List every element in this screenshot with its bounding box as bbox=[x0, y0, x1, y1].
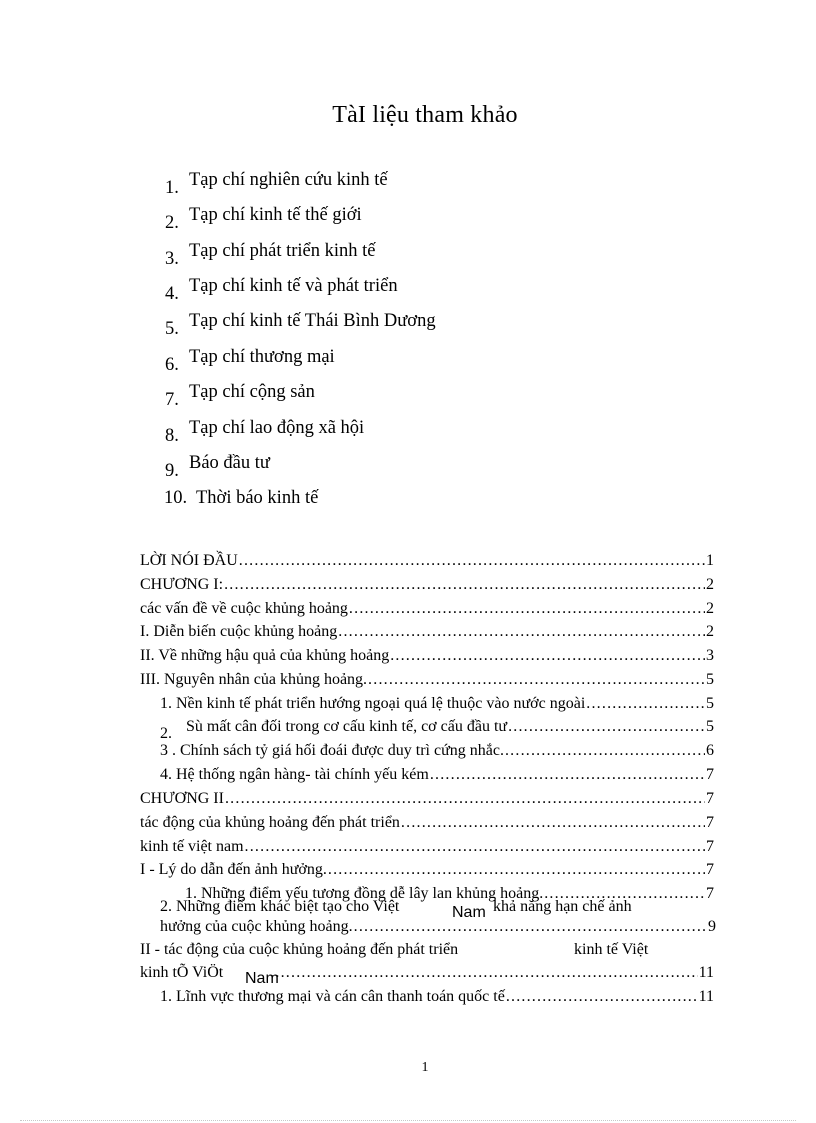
toc-page-number: 3 bbox=[706, 647, 714, 664]
toc-entry-label: LỜI NÓI ĐẦU bbox=[140, 552, 238, 569]
reference-number: 3. bbox=[165, 249, 179, 269]
toc-leader-dots bbox=[349, 598, 705, 620]
toc-page-number: 5 bbox=[706, 718, 714, 735]
toc-entry-subscript: Nam bbox=[245, 970, 279, 987]
toc-entry bbox=[140, 812, 714, 834]
reference-number: 2. bbox=[165, 213, 179, 233]
toc-entry-label: CHƯƠNG I: bbox=[140, 576, 224, 593]
toc-entry-label: CHƯƠNG II bbox=[140, 790, 224, 807]
toc-entry-label: tác động của khủng hoảng đến phát triển bbox=[140, 814, 400, 831]
toc-entry-subscript: Nam bbox=[452, 904, 486, 921]
page-bottom-edge bbox=[20, 1120, 796, 1121]
toc-entry bbox=[140, 550, 714, 572]
toc-entry-label: 4. Hệ thống ngân hàng- tài chính yếu kém bbox=[160, 766, 429, 783]
reference-text: Thời báo kinh tế bbox=[196, 488, 319, 508]
toc-leader-dots bbox=[506, 986, 698, 1008]
toc-entry-label: III. Nguyên nhân của khủng hoảng. bbox=[140, 671, 368, 688]
reference-text: Tạp chí phát triển kinh tế bbox=[189, 241, 376, 261]
toc-entry-label: 1. Những điểm yếu tương đồng dễ lây lan khủng hoảng. bbox=[185, 885, 544, 902]
toc-leader-dots bbox=[270, 962, 697, 984]
toc-page-number: 5 bbox=[706, 671, 714, 688]
toc-leader-dots bbox=[430, 764, 705, 786]
reference-text: Báo đầu tư bbox=[189, 453, 270, 473]
toc-page-number: 7 bbox=[706, 766, 714, 783]
reference-text: Tạp chí cộng sản bbox=[189, 382, 315, 402]
page-title: TàI liệu tham khảo bbox=[332, 102, 518, 128]
reference-text: Tạp chí lao động xã hội bbox=[189, 418, 365, 438]
toc-entry bbox=[140, 788, 714, 810]
toc-leader-dots bbox=[245, 836, 705, 858]
toc-entry bbox=[140, 621, 714, 643]
reference-number: 4. bbox=[165, 284, 179, 304]
toc-entry-label: 1. Nền kinh tế phát triển hướng ngoại quá lệ thuộc vào nước ngoài bbox=[160, 695, 586, 712]
reference-text: Tạp chí kinh tế Thái Bình Dương bbox=[189, 311, 436, 331]
toc-entry bbox=[140, 669, 714, 691]
toc-page-number: 11 bbox=[698, 964, 714, 981]
toc-entry-label: 1. Lĩnh vực thương mại và cán cân thanh toán quốc tế bbox=[160, 988, 505, 1005]
toc-page-number: 2 bbox=[706, 576, 714, 593]
toc-leader-dots bbox=[338, 621, 705, 643]
toc-entry bbox=[140, 598, 714, 620]
toc-page-number: 7 bbox=[706, 838, 714, 855]
reference-number: 9. bbox=[165, 461, 179, 481]
toc-leader-dots bbox=[390, 645, 705, 667]
toc-leader-dots bbox=[239, 550, 705, 572]
toc-entry bbox=[160, 693, 714, 715]
reference-number: 10. bbox=[164, 488, 188, 508]
toc-leader-dots bbox=[586, 693, 705, 715]
toc-page-number: 1 bbox=[706, 552, 714, 569]
toc-entry-label: I - Lý do dẫn đến ảnh hưởng. bbox=[140, 861, 327, 878]
toc-entry-label: 3 . Chính sách tỷ giá hối đoái được duy trì cứng nhắc. bbox=[160, 742, 504, 759]
toc-entry-label: kinh tế việt nam bbox=[140, 838, 244, 855]
toc-entry-label: II - tác động của cuộc khủng hoảng đến phát triển bbox=[140, 941, 459, 958]
toc-page-number: 7 bbox=[706, 861, 714, 878]
toc-leader-dots bbox=[368, 669, 705, 691]
reference-text: Tạp chí kinh tế và phát triển bbox=[189, 276, 398, 296]
toc-entry bbox=[160, 764, 714, 786]
toc-leader-dots bbox=[328, 859, 705, 881]
toc-entry-label: II. Về những hậu quả của khủng hoảng bbox=[140, 647, 390, 664]
toc-page-number: 7 bbox=[706, 790, 714, 807]
toc-entry-number: 2. bbox=[160, 725, 172, 742]
toc-entry bbox=[140, 836, 714, 858]
reference-text: Tạp chí kinh tế thế giới bbox=[189, 205, 362, 225]
toc-page-number: 7 bbox=[706, 814, 714, 831]
reference-text: Tạp chí thương mại bbox=[189, 347, 335, 367]
toc-entry bbox=[160, 740, 714, 762]
toc-page-number: 2 bbox=[706, 623, 714, 640]
toc-entry-label: Sù mất cân đối trong cơ cấu kinh tế, cơ cấu đầu tư bbox=[186, 718, 508, 735]
reference-number: 7. bbox=[165, 390, 179, 410]
toc-leader-dots bbox=[401, 812, 705, 834]
toc-entry-label: các vấn đề về cuộc khủng hoảng bbox=[140, 600, 348, 617]
reference-number: 6. bbox=[165, 355, 179, 375]
toc-leader-dots bbox=[505, 740, 705, 762]
toc-leader-dots bbox=[225, 788, 705, 810]
toc-page-number: 2 bbox=[706, 600, 714, 617]
toc-entry bbox=[140, 574, 714, 596]
toc-entry-label: I. Diễn biến cuộc khủng hoảng bbox=[140, 623, 338, 640]
reference-text: Tạp chí nghiên cứu kinh tế bbox=[189, 170, 388, 190]
toc-page-number: 11 bbox=[698, 988, 714, 1005]
toc-entry bbox=[186, 716, 714, 738]
toc-entry bbox=[140, 645, 714, 667]
toc-page-number: 9 bbox=[708, 918, 716, 935]
toc-leader-dots bbox=[508, 716, 705, 738]
toc-page-number: 7 bbox=[706, 885, 714, 902]
toc-leader-dots bbox=[224, 574, 705, 596]
toc-page-number: 6 bbox=[706, 742, 714, 759]
reference-number: 5. bbox=[165, 319, 179, 339]
toc-entry-label-continued: khả năng hạn chế ảnh bbox=[493, 898, 632, 915]
toc-leader-dots bbox=[354, 916, 707, 938]
toc-page-number: 5 bbox=[706, 695, 714, 712]
toc-entry-label-continued: kinh tế Việt bbox=[574, 941, 649, 958]
page-number: 1 bbox=[421, 1060, 429, 1075]
reference-number: 1. bbox=[165, 178, 179, 198]
toc-entry bbox=[160, 986, 714, 1008]
toc-entry bbox=[140, 859, 714, 881]
reference-number: 8. bbox=[165, 426, 179, 446]
toc-entry-label-line2: kinh tÕ ViÖt bbox=[140, 964, 224, 981]
toc-entry-label-line2: hưởng của cuộc khủng hoảng. bbox=[160, 918, 353, 935]
toc-entry-label: 2. Những điểm khác biệt tạo cho Việt bbox=[160, 898, 400, 915]
